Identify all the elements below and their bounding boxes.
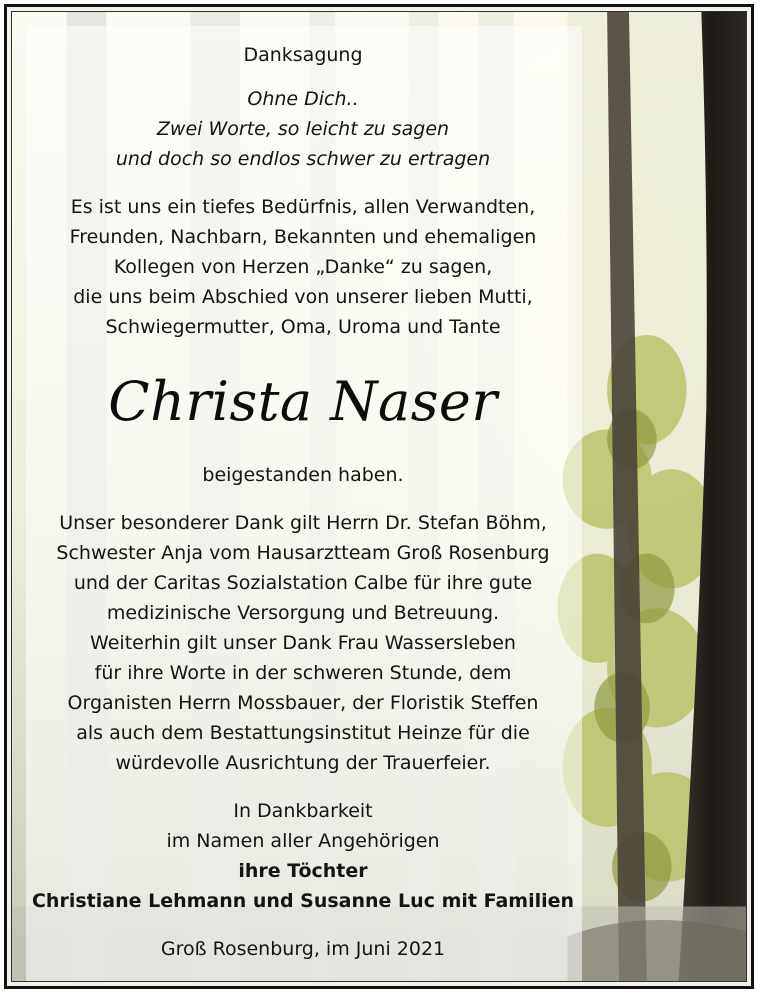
closing-line: In Dankbarkeit — [233, 800, 373, 822]
deceased-name: Christa Naser — [108, 370, 498, 433]
thanks-line: medizinische Versorgung und Betreuung. — [106, 602, 500, 624]
signers-names: Christiane Lehmann und Susanne Luc mit Familien — [31, 890, 575, 912]
intro-line: Kollegen von Herzen „Danke“ zu sagen, — [113, 256, 493, 278]
intro-line: die uns beim Abschied von unserer lieben Mutti, — [73, 286, 533, 308]
signers-title: ihre Töchter — [238, 860, 368, 882]
poem — [28, 84, 578, 174]
closing-block — [28, 796, 578, 916]
intro-paragraph — [28, 192, 578, 342]
after-name-text: beigestanden haben. — [202, 464, 404, 486]
thanks-line: Organisten Herrn Mossbauer, der Floristik Steffen — [67, 692, 539, 714]
thanks-line: für ihre Worte in der schweren Stunde, dem — [94, 662, 512, 684]
notice-content — [28, 40, 578, 964]
notice-background — [11, 11, 747, 982]
thanks-line: und der Caritas Sozialstation Calbe für ihre gute — [73, 572, 533, 594]
notice-heading: Danksagung — [243, 44, 363, 66]
closing-line: im Namen aller Angehörigen — [166, 830, 440, 852]
poem-line: Ohne Dich.. — [247, 88, 359, 110]
thanks-line: würdevolle Ausrichtung der Trauerfeier. — [115, 752, 491, 774]
intro-line: Freunden, Nachbarn, Bekannten und ehemaligen — [69, 226, 537, 248]
thanks-line: als auch dem Bestattungsinstitut Heinze für die — [76, 722, 530, 744]
notice-frame — [4, 4, 754, 989]
special-thanks-paragraph — [28, 508, 578, 778]
thanks-line: Unser besonderer Dank gilt Herrn Dr. Stefan Böhm, — [59, 512, 547, 534]
place-date: Groß Rosenburg, im Juni 2021 — [160, 938, 446, 960]
intro-line: Schwiegermutter, Oma, Uroma und Tante — [105, 316, 501, 338]
poem-line: Zwei Worte, so leicht zu sagen — [156, 118, 450, 140]
thanks-line: Weiterhin gilt unser Dank Frau Wassersleben — [90, 632, 516, 654]
thanks-line: Schwester Anja vom Hausarztteam Groß Rosenburg — [56, 542, 550, 564]
intro-line: Es ist uns ein tiefes Bedürfnis, allen Verwandten, — [70, 196, 536, 218]
poem-line: und doch so endlos schwer zu ertragen — [115, 148, 491, 170]
